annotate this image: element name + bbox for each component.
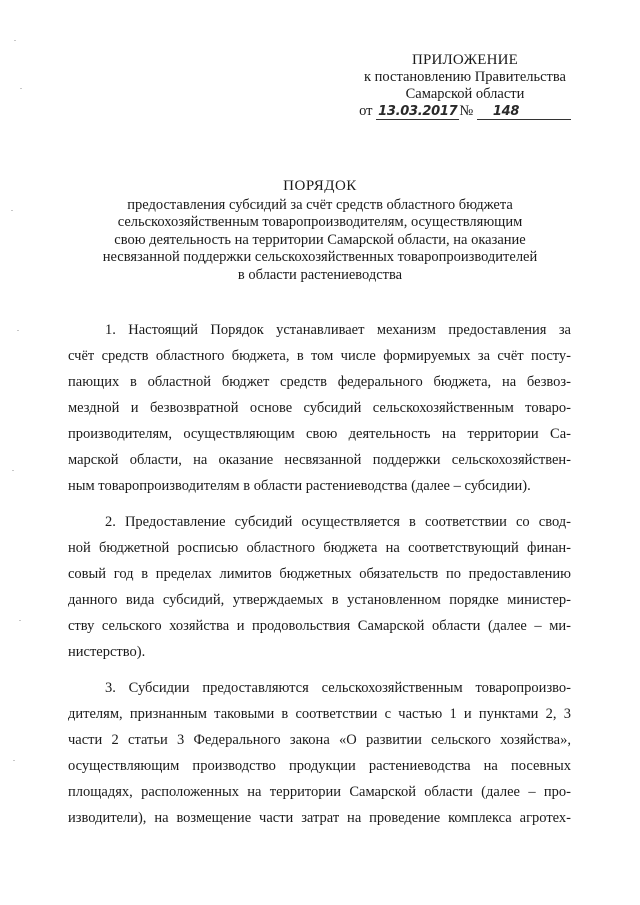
title-line: сельскохозяйственным товаропроизводителям, осуществляющим — [117, 214, 523, 230]
paragraph-line: части 2 статьи 3 Федерального закона «О развитии сельского хозяйства», — [68, 732, 571, 748]
paragraph-line: дителям, признанным таковыми в соответствии с частью 1 и пунктами 2, 3 — [68, 706, 571, 722]
number-label: № — [459, 103, 474, 119]
date-field — [376, 104, 459, 120]
document-title-block — [60, 178, 580, 284]
paragraph-line: пающих в областной бюджет средств федерального бюджета, на безвоз- — [68, 374, 571, 390]
paragraph-line: нистерство). — [68, 644, 146, 660]
appendix-date-line — [359, 103, 571, 120]
scan-speck — [11, 210, 13, 211]
document-body — [68, 317, 571, 831]
title-line: свою деятельность на территории Самарской области, на оказание — [114, 231, 526, 248]
paragraph-line: ной бюджетной росписью областного бюджета на соответствующий финан- — [68, 540, 571, 556]
number-field — [477, 104, 571, 120]
paragraph-2 — [68, 509, 571, 665]
number-value: 148 — [492, 104, 520, 119]
paragraph-line: осуществляющим производство продукции растениеводства на посевных — [68, 758, 571, 774]
paragraph-line: данного вида субсидий, утверждаемых в установленном порядке министер- — [68, 592, 571, 608]
paragraph-line: марской области, на оказание несвязанной поддержки сельскохозяйствен- — [68, 452, 571, 468]
date-prefix: от — [359, 103, 373, 119]
date-value: 13.03.2017 — [378, 104, 458, 119]
scan-speck — [12, 470, 14, 471]
appendix-line-2: Самарской области — [405, 86, 525, 102]
scan-speck — [20, 88, 22, 89]
paragraph-line: изводители), на возмещение части затрат на проведение комплекса агротех- — [68, 810, 571, 826]
scan-speck — [14, 40, 16, 41]
title-line: несвязанной поддержки сельскохозяйственных товаропроизводителей — [102, 249, 538, 265]
paragraph-line: ству сельского хозяйства и продовольствия Самарской области (далее – ми- — [68, 618, 571, 634]
scan-speck — [13, 760, 15, 761]
paragraph-line: площадях, расположенных на территории Самарской области (далее – про- — [68, 784, 571, 800]
appendix-line-1: к постановлению Правительства — [364, 69, 566, 85]
paragraph-line: ным товаропроизводителям в области растениеводства (далее – субсидии). — [68, 478, 531, 494]
paragraph-line: 1. Настоящий Порядок устанавливает механизм предоставления за — [105, 322, 571, 338]
scan-speck — [17, 330, 19, 331]
paragraph-line: мездной и безвозвратной основе субсидий сельскохозяйственным товаро- — [68, 400, 571, 416]
paragraph-3 — [68, 675, 571, 831]
paragraph-line: производителям, осуществляющим свою деятельность на территории Са- — [68, 426, 571, 442]
title-line: предоставления субсидий за счёт средств областного бюджета — [127, 196, 513, 213]
appendix-header — [330, 52, 600, 120]
paragraph-line: 2. Предоставление субсидий осуществляется в соответствии со свод- — [105, 514, 571, 530]
paragraph-line: счёт средств областного бюджета, в том числе формируемых за счёт посту- — [68, 348, 571, 364]
appendix-heading: ПРИЛОЖЕНИЕ — [411, 52, 519, 68]
document-title: ПОРЯДОК — [283, 178, 357, 194]
paragraph-1 — [68, 317, 571, 499]
paragraph-line: совый год в пределах лимитов бюджетных обязательств по предоставлению — [68, 566, 571, 582]
paragraph-line: 3. Субсидии предоставляются сельскохозяйственным товаропроизво- — [105, 680, 571, 696]
title-line: в области растениеводства — [237, 266, 403, 283]
scan-speck — [19, 620, 21, 621]
